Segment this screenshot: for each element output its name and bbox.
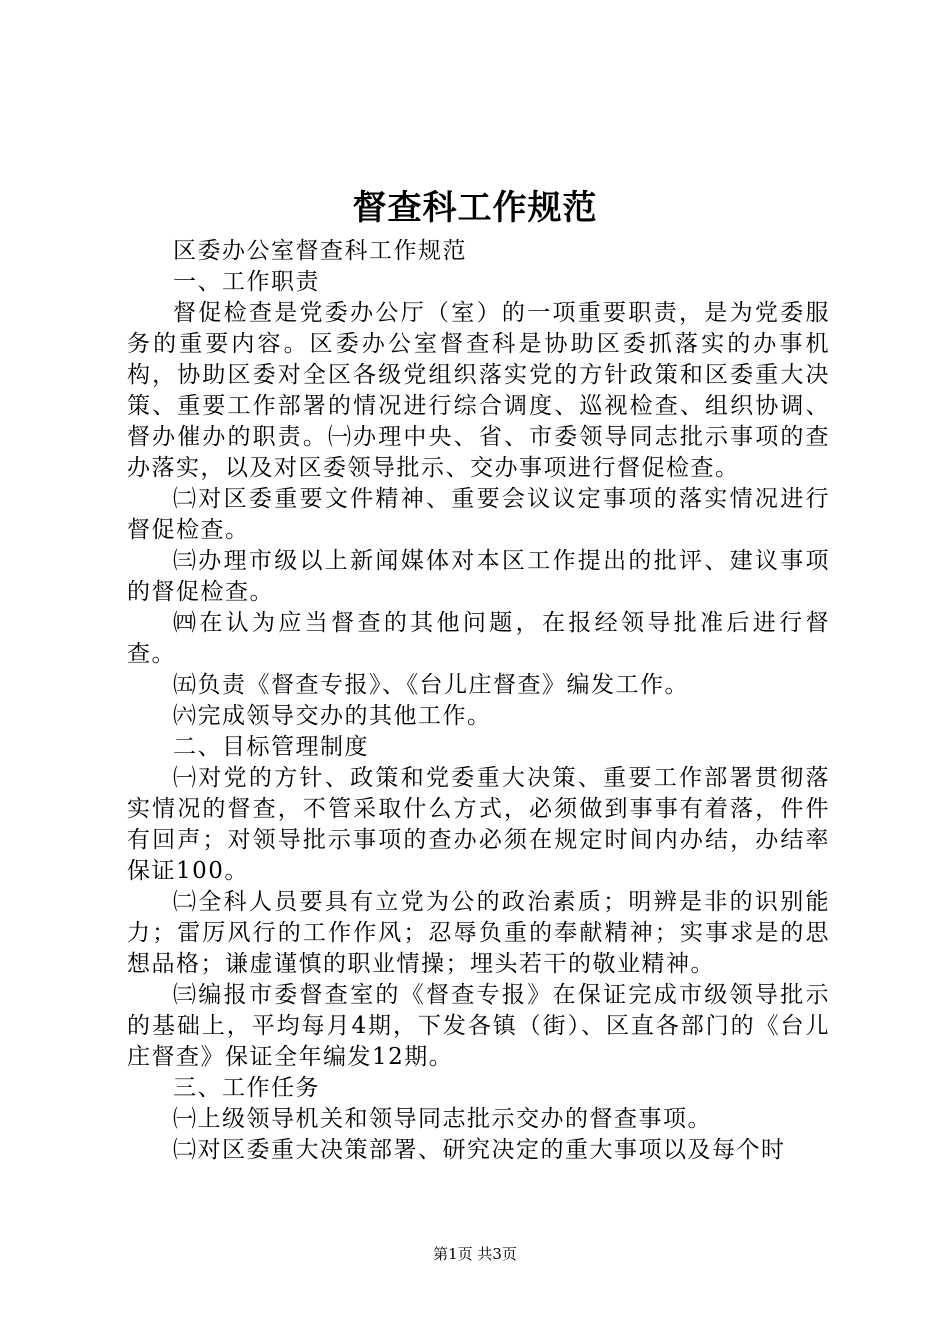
paragraph: ㈣在认为应当督查的其他问题，在报经领导批准后进行督查。 [127, 610, 830, 667]
section-heading-management: 二、目标管理制度 [173, 734, 369, 760]
paragraph: ㈡对区委重要文件精神、重要会议议定事项的落实情况进行督促检查。 [127, 486, 830, 543]
paragraph: ㈡对区委重大决策部署、研究决定的重大事项以及每个时 [173, 1137, 786, 1163]
paragraph: ㈡全科人员要具有立党为公的政治素质；明辨是非的识别能力；雷厉风行的工作作风；忍辱负重的奉献精神；实事求是的思想品格；谦虚谨慎的职业情操；埋头若干的敬业精神。 [127, 889, 830, 977]
paragraph: ㈤负责《督查专报》、《台儿庄督查》编发工作。 [173, 672, 689, 698]
document-body [127, 236, 830, 1166]
section-heading-duties: 一、工作职责 [173, 269, 320, 295]
section-heading-tasks: 三、工作任务 [173, 1075, 320, 1101]
paragraph-subtitle: 区委办公室督查科工作规范 [173, 238, 467, 264]
paragraph: ㈠对党的方针、政策和党委重大决策、重要工作部署贯彻落实情况的督查，不管采取什么方式，必须做到事事有着落，件件有回声；对领导批示事项的查办必须在规定时间内办结，办结率保证100。 [127, 765, 830, 884]
document-title: 督查科工作规范 [352, 188, 598, 228]
page-number-footer: 第1页 共3页 [433, 1245, 517, 1263]
paragraph: ㈢办理市级以上新闻媒体对本区工作提出的批评、建议事项的督促检查。 [127, 548, 830, 605]
paragraph: ㈠上级领导机关和领导同志批示交办的督查事项。 [173, 1106, 712, 1132]
paragraph: ㈥完成领导交办的其他工作。 [173, 703, 492, 729]
paragraph: 督促检查是党委办公厅（室）的一项重要职责，是为党委服务的重要内容。区委办公室督查科是协助区委抓落实的办事机构，协助区委对全区各级党组织落实党的方针政策和区委重大决策、重要工作部署的情况进行综合调度、巡视检查、组织协调、督办催办的职责。㈠办理中央、省、市委领导同志批示事项的查办落实，以及对区委领导批示、交办事项进行督促检查。 [127, 300, 830, 481]
paragraph: ㈢编报市委督查室的《督查专报》在保证完成市级领导批示的基础上，平均每月4期，下发各镇（街）、区直各部门的《台儿庄督查》保证全年编发12期。 [127, 982, 830, 1070]
